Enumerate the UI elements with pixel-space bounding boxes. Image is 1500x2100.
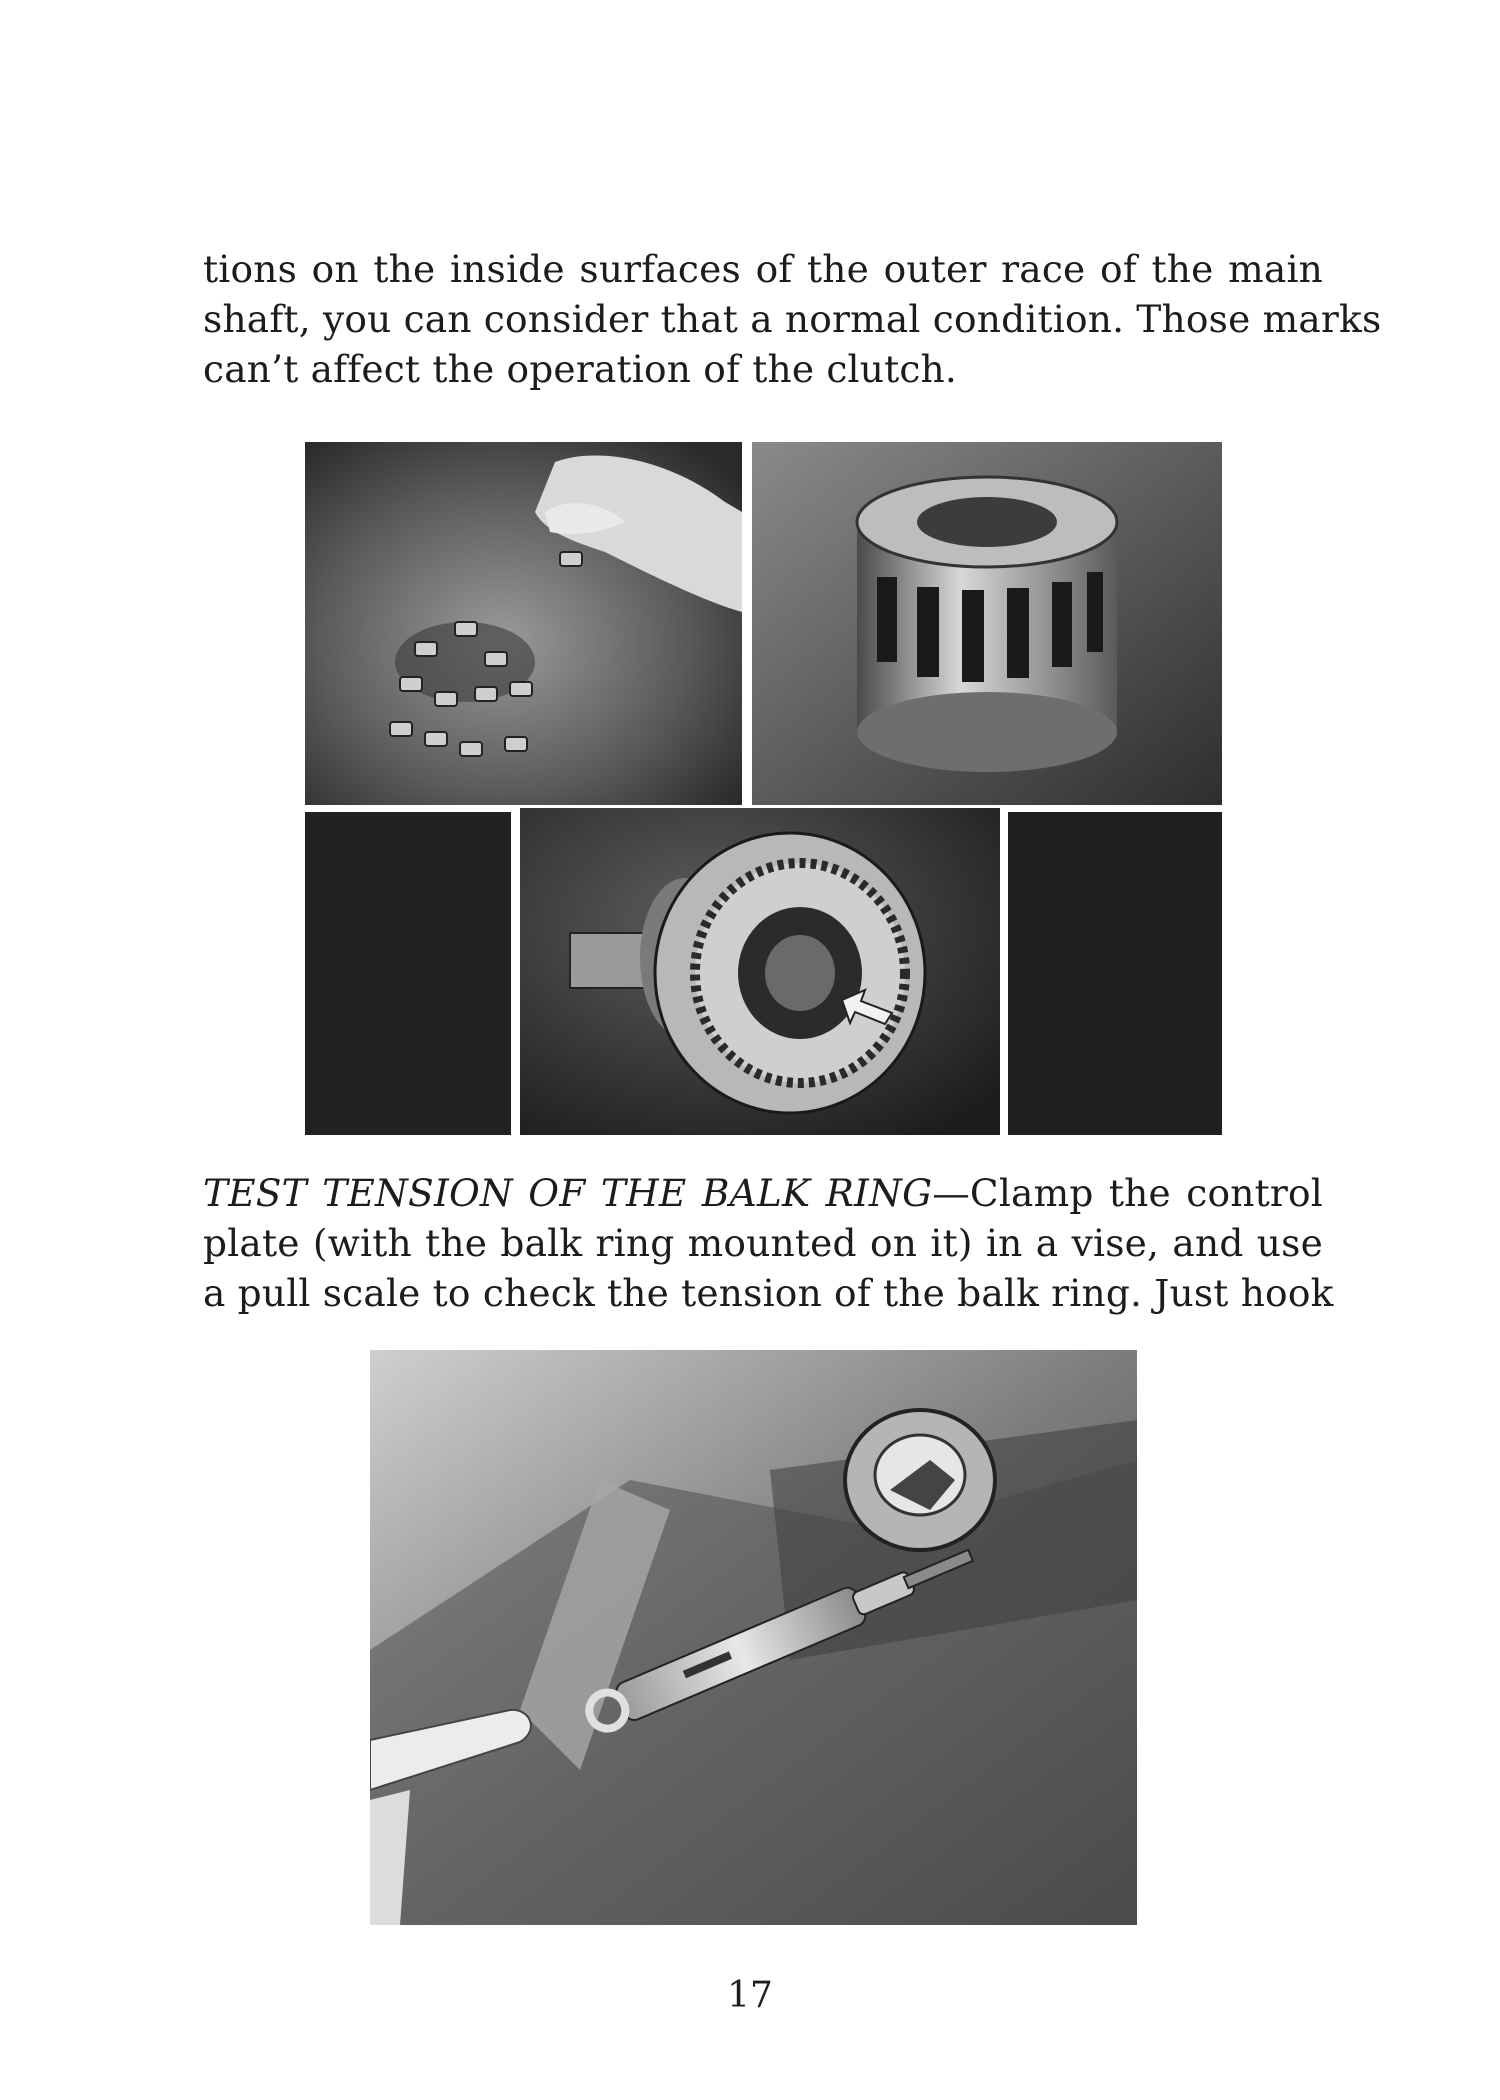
text-run: —Clamp the control xyxy=(932,1171,1323,1215)
photo-pull-scale-on-balk-ring xyxy=(370,1350,1137,1925)
photo-internal-gear-with-arrow xyxy=(520,808,1000,1135)
text-line: a pull scale to check the tension of the balk ring. Just hook xyxy=(203,1271,1334,1315)
text-line: shaft, you can consider that a normal condition. Those marks xyxy=(203,297,1382,341)
text-line xyxy=(203,1168,1323,1218)
photo-rollers-in-hand xyxy=(305,442,742,805)
text-line: can’t affect the operation of the clutch. xyxy=(203,347,958,391)
page-number: 17 xyxy=(727,1975,773,2016)
body-paragraph-balk-ring xyxy=(203,1168,1334,1318)
section-heading: TEST TENSION OF THE BALK RING xyxy=(203,1171,933,1215)
text-line: tions on the inside surfaces of the outer race of the main xyxy=(203,247,1323,291)
dark-panel-left xyxy=(305,812,511,1135)
text-line: plate (with the balk ring mounted on it) in a vise, and use xyxy=(203,1221,1323,1265)
photo-roller-cage xyxy=(752,442,1222,805)
dark-panel-right xyxy=(1008,812,1222,1135)
body-paragraph-top xyxy=(203,244,1382,394)
